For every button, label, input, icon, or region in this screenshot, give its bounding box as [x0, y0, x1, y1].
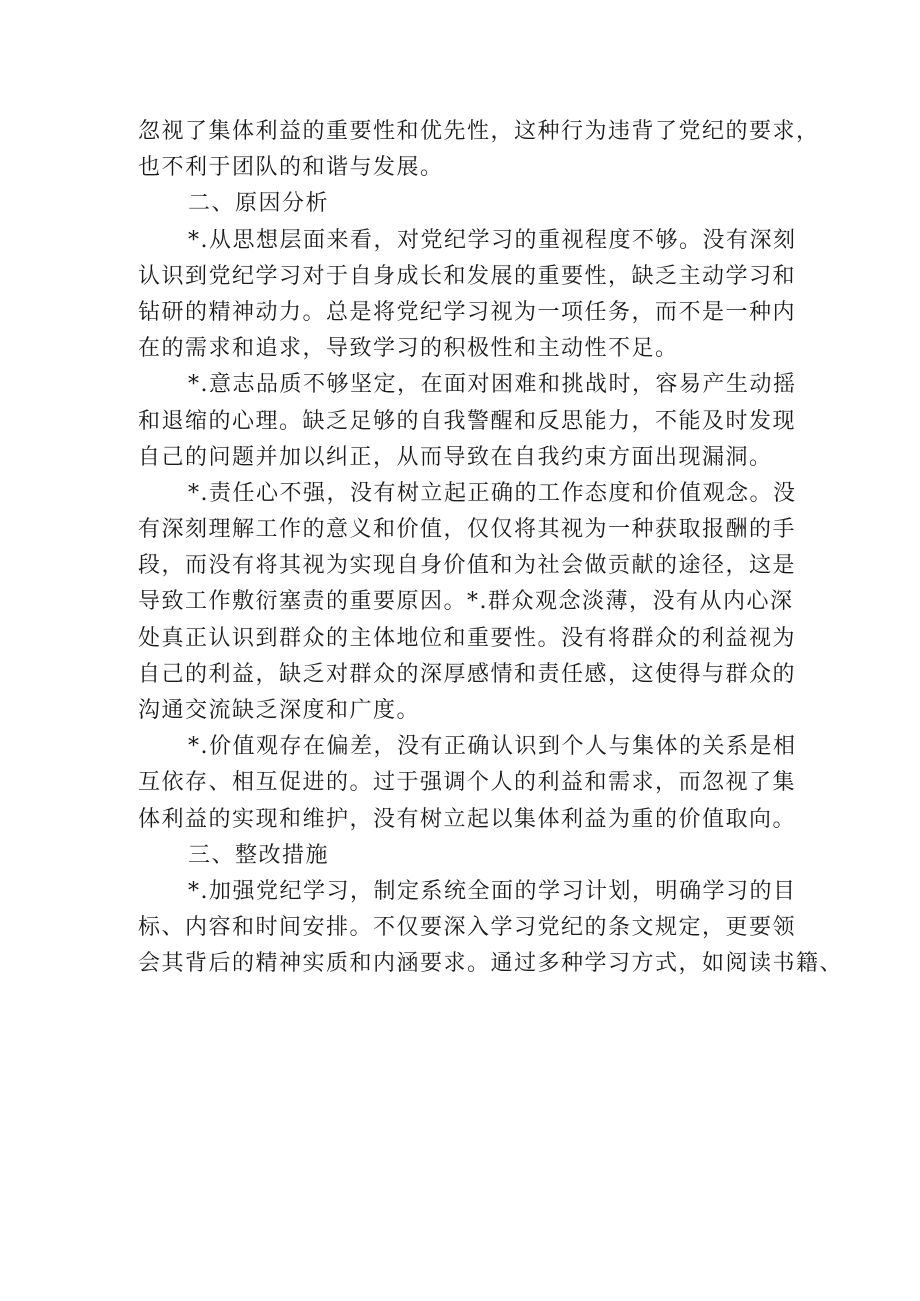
text-line: 导致工作敷衍塞责的重要原因。*.群众观念淡薄，没有从内心深	[138, 589, 794, 615]
text-line: *.加强党纪学习，制定系统全面的学习计划，明确学习的目	[188, 878, 797, 904]
text-line: 自己的问题并加以纠正，从而导致在自我约束方面出现漏洞。	[138, 444, 773, 470]
text-line: *.责任心不强，没有树立起正确的工作态度和价值观念。没	[188, 480, 797, 506]
text-line: *.从思想层面来看，对党纪学习的重视程度不够。没有深刻	[188, 227, 797, 253]
text-line: 也不利于团队的和谐与发展。	[138, 155, 444, 181]
text-line: *.价值观存在偏差，没有正确认识到个人与集体的关系是相	[188, 734, 797, 760]
text-line: 钻研的精神动力。总是将党纪学习视为一项任务，而不是一种内	[138, 299, 797, 325]
text-line: 忽视了集体利益的重要性和优先性，这种行为违背了党纪的要求，	[138, 119, 820, 144]
text-line: 处真正认识到群众的主体地位和重要性。没有将群众的利益视为	[138, 625, 797, 651]
text-line: 和退缩的心理。缺乏足够的自我警醒和反思能力，不能及时发现	[138, 408, 797, 434]
section-heading: 二、原因分析	[188, 191, 330, 217]
section-heading: 三、整改措施	[188, 842, 330, 868]
text-line: 会其背后的精神实质和内涵要求。通过多种学习方式，如阅读书籍、	[138, 951, 844, 977]
text-line: 自己的利益，缺乏对群众的深厚感情和责任感，这使得与群众的	[138, 661, 797, 687]
document-body	[138, 114, 844, 983]
text-line: 段，而没有将其视为实现自身价值和为社会做贡献的途径，这是	[138, 553, 797, 579]
text-line: 标、内容和时间安排。不仅要深入学习党纪的条文规定，更要领	[138, 915, 797, 941]
text-line: 互依存、相互促进的。过于强调个人的利益和需求，而忽视了集	[138, 770, 797, 796]
text-line: 认识到党纪学习对于自身成长和发展的重要性，缺乏主动学习和	[138, 263, 797, 289]
text-line: 在的需求和追求，导致学习的积极性和主动性不足。	[138, 336, 679, 362]
text-line: *.意志品质不够坚定，在面对困难和挑战时，容易产生动摇	[188, 372, 797, 398]
text-line: 体利益的实现和维护，没有树立起以集体利益为重的价值取向。	[138, 806, 797, 832]
text-line: 有深刻理解工作的意义和价值，仅仅将其视为一种获取报酬的手	[138, 517, 797, 543]
text-line: 沟通交流缺乏深度和广度。	[138, 698, 421, 723]
